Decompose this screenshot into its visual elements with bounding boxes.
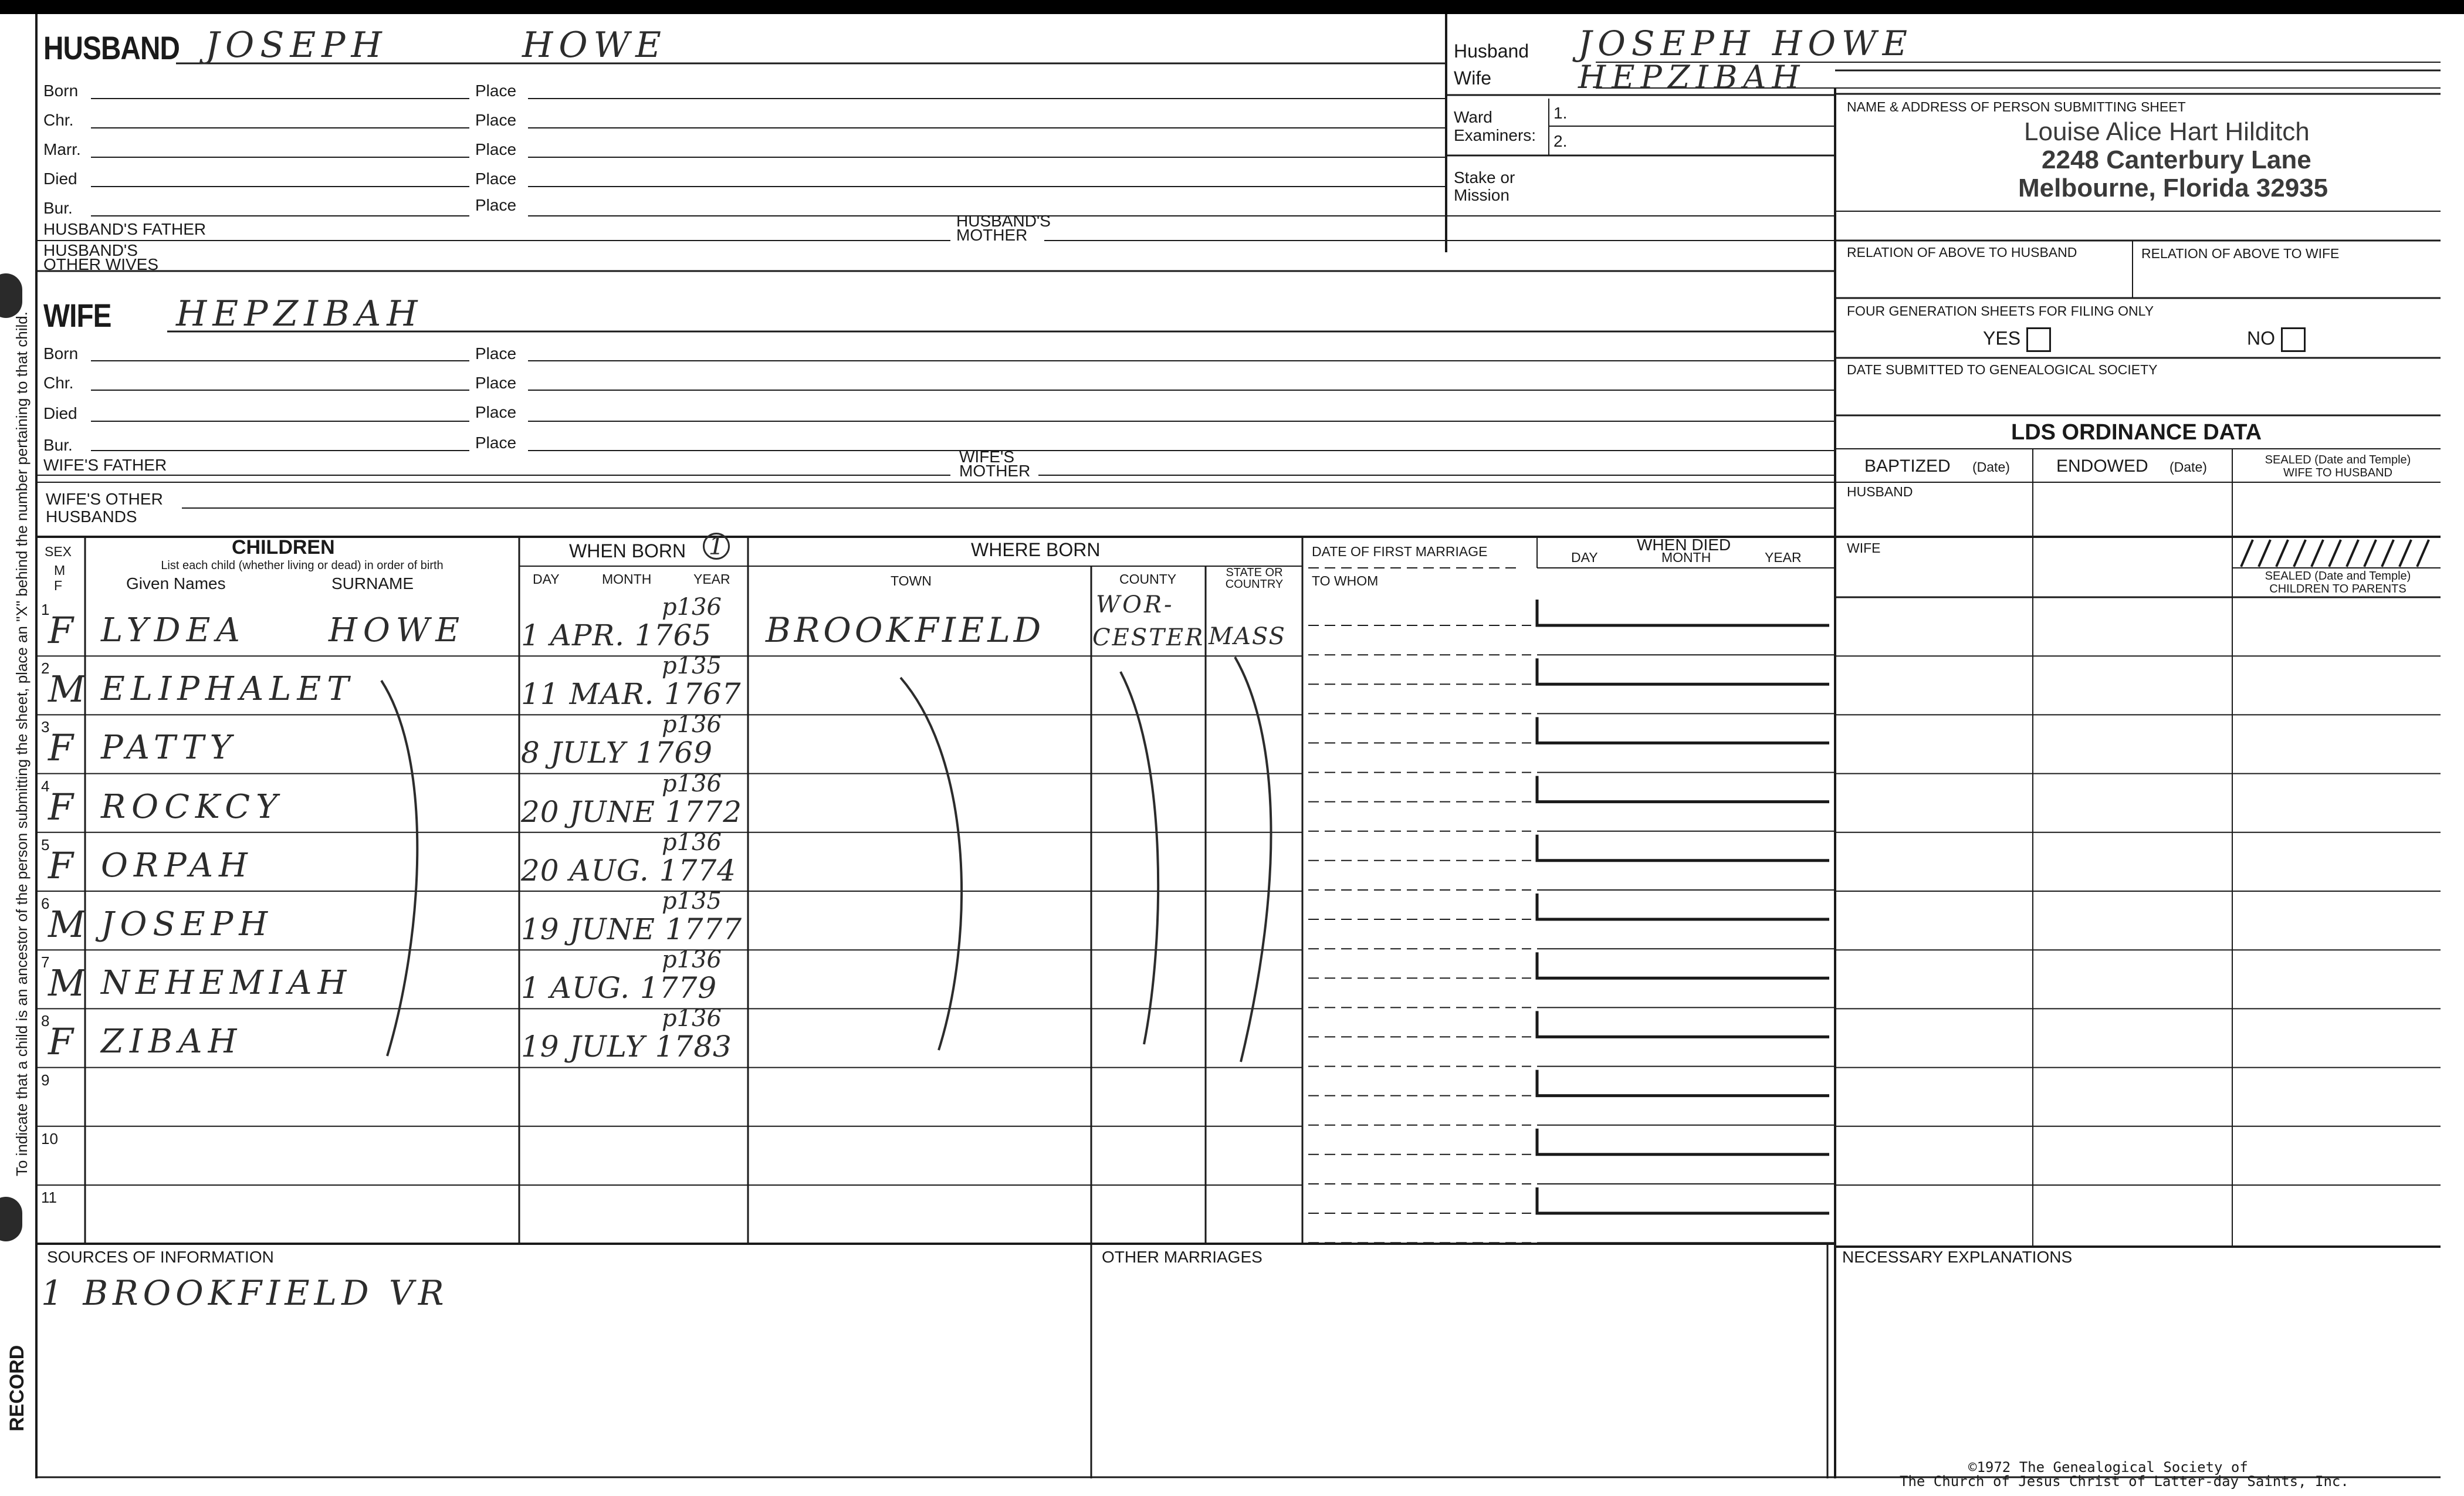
- to-whom-header: TO WHOM: [1312, 573, 1379, 588]
- no-option[interactable]: [2247, 327, 2306, 352]
- child-source-page: p136: [662, 946, 722, 974]
- husband-chr-place-label: Place: [475, 111, 517, 129]
- town-value: BROOKFIELD: [766, 610, 1045, 650]
- yes-label: YES: [1983, 327, 2021, 349]
- husbands-mother-label-2: MOTHER: [956, 226, 1028, 244]
- ditto-town: [901, 678, 962, 1050]
- husband-marr-label: Marr.: [43, 140, 81, 158]
- sex-f-header: F: [54, 578, 63, 593]
- lds-husband-label: HUSBAND: [1847, 484, 1913, 499]
- husband-died-label: Died: [43, 170, 77, 188]
- no-checkbox[interactable]: [2281, 327, 2306, 352]
- month-header: MONTH: [602, 571, 652, 587]
- child-birth-date: 20 AUG. 1774: [521, 853, 736, 888]
- right-wife-label: Wife: [1454, 67, 1491, 89]
- sex-m-header: M: [54, 563, 66, 578]
- right-husband-value: JOSEPH HOWE: [1578, 23, 1913, 63]
- first-marriage-header: DATE OF FIRST MARRIAGE: [1312, 544, 1488, 559]
- child-sex: M: [48, 668, 86, 711]
- copyright-line-1: ©1972 The Genealogical Society of: [1968, 1459, 2248, 1475]
- wife-bur-label: Bur.: [43, 436, 73, 454]
- county-header: COUNTY: [1119, 571, 1177, 587]
- relation-husband-label: RELATION OF ABOVE TO HUSBAND: [1847, 245, 2077, 260]
- sealed-children-label-1: SEALED (Date and Temple): [2265, 570, 2411, 583]
- necessary-explanations-label: NECESSARY EXPLANATIONS: [1842, 1248, 2073, 1266]
- when-born-source-mark: 1: [703, 533, 730, 560]
- ancestor-instruction: To indicate that a child is an ancestor of the person submitting the sheet, place an "X" behind the number pertaining to that child.: [13, 312, 31, 1176]
- other-marriages-label: OTHER MARRIAGES: [1102, 1248, 1263, 1266]
- wife-born-place-label: Place: [475, 344, 517, 363]
- right-wife-value: HEPZIBAH: [1578, 59, 1806, 96]
- sealed-wife-label-2: WIFE TO HUSBAND: [2283, 466, 2392, 479]
- state-value: MASS: [1209, 623, 1286, 650]
- state-header-2: COUNTRY: [1225, 578, 1284, 591]
- child-row-number: 8: [41, 1012, 50, 1030]
- county-value-1: WOR-: [1096, 591, 1175, 618]
- wife-chr-place-label: Place: [475, 374, 517, 392]
- lds-baptized-label: BAPTIZED: [1864, 456, 1951, 476]
- record-label: RECORD: [6, 1345, 28, 1431]
- child-birth-date: 19 JUNE 1777: [521, 912, 743, 946]
- died-day-header: DAY: [1571, 550, 1598, 565]
- right-husband-label: Husband: [1454, 40, 1529, 62]
- husbands-other-wives-label-1: HUSBAND'S: [43, 241, 138, 259]
- child-sex: F: [48, 1020, 74, 1064]
- husbands-mother-label-1: HUSBAND'S: [956, 212, 1051, 230]
- submitter-city: Melbourne, Florida 32935: [2018, 174, 2328, 202]
- submitter-label: NAME & ADDRESS OF PERSON SUBMITTING SHEET: [1847, 99, 2186, 114]
- wife-died-place-label: Place: [475, 403, 517, 421]
- child-row-number: 6: [41, 895, 50, 912]
- lds-title: LDS ORDINANCE DATA: [2011, 420, 2262, 445]
- year-header: YEAR: [693, 571, 730, 587]
- child-row-number: 9: [41, 1071, 50, 1089]
- husbands-other-wives-label-2: OTHER WIVES: [43, 255, 159, 273]
- submitter-name: Louise Alice Hart Hilditch: [2024, 117, 2310, 146]
- husband-chr-label: Chr.: [43, 111, 74, 129]
- state-header-1: STATE OR: [1226, 566, 1283, 579]
- wife-heading: WIFE: [43, 297, 111, 334]
- day-header: DAY: [533, 571, 560, 587]
- child-sex: F: [48, 609, 74, 652]
- ditto-county: [1121, 672, 1158, 1044]
- child-row-number: 7: [41, 953, 50, 972]
- child-given-name: JOSEPH: [101, 905, 274, 943]
- children-note: List each child (whether living or dead) in order of birth: [161, 559, 444, 572]
- when-died-header: WHEN DIED: [1637, 536, 1731, 554]
- ditto-surname: [381, 681, 417, 1056]
- died-month-header: MONTH: [1661, 550, 1711, 565]
- sources-label: SOURCES OF INFORMATION: [47, 1248, 274, 1266]
- child-source-page: p135: [662, 652, 722, 680]
- child-source-page: p136: [662, 1005, 722, 1033]
- child-row-number: 4: [41, 777, 50, 795]
- child-row-number: 5: [41, 835, 50, 854]
- wifes-other-husbands-label-2: HUSBANDS: [46, 507, 137, 526]
- no-label: NO: [2247, 327, 2275, 349]
- yes-checkbox[interactable]: [2026, 327, 2051, 352]
- wife-given-name: HEPZIBAH: [176, 293, 424, 334]
- child-birth-date: 1 APR. 1765: [521, 618, 712, 652]
- child-source-page: p135: [662, 888, 722, 915]
- child-given-name: LYDEA: [101, 611, 246, 649]
- child-given-name: NEHEMIAH: [101, 964, 353, 1003]
- date-submitted-label: DATE SUBMITTED TO GENEALOGICAL SOCIETY: [1847, 362, 2158, 377]
- sources-value: 1 BROOKFIELD VR: [41, 1273, 449, 1313]
- four-gen-label: FOUR GENERATION SHEETS FOR FILING ONLY: [1847, 303, 2154, 319]
- child-row-number: 1: [41, 601, 50, 618]
- where-born-header: WHERE BORN: [971, 539, 1101, 560]
- husband-given-name: JOSEPH: [205, 25, 388, 66]
- lds-baptized-date-label: (Date): [1972, 459, 2010, 475]
- child-given-name: ZIBAH: [101, 1023, 243, 1061]
- ward-label: Ward: [1454, 108, 1492, 126]
- sealed-wife-label-1: SEALED (Date and Temple): [2265, 453, 2411, 466]
- child-given-name: PATTY: [101, 729, 238, 767]
- child-given-name: ELIPHALET: [101, 670, 355, 709]
- child-sex: F: [48, 844, 74, 887]
- children-header: CHILDREN: [232, 536, 335, 559]
- child-source-page: p136: [662, 770, 722, 797]
- husband-bur-label: Bur.: [43, 199, 73, 217]
- child-birth-date: 19 JULY 1783: [521, 1030, 732, 1064]
- lds-endowed-date-label: (Date): [2169, 459, 2207, 475]
- child-birth-date: 1 AUG. 1779: [521, 971, 717, 1006]
- town-header: TOWN: [891, 573, 932, 588]
- child-birth-date: 8 JULY 1769: [521, 736, 713, 770]
- lds-wife-label: WIFE: [1847, 540, 1881, 556]
- sex-header: SEX: [45, 544, 72, 559]
- examiners-label: Examiners:: [1454, 126, 1536, 144]
- child-row-number: 3: [41, 718, 50, 736]
- child-row-number: 11: [41, 1189, 57, 1206]
- child-birth-date: 20 JUNE 1772: [521, 794, 743, 829]
- examiner-1-label: 1.: [1553, 104, 1568, 122]
- county-value-2: CESTER: [1092, 624, 1205, 651]
- child-surname: HOWE: [329, 611, 466, 649]
- wife-died-label: Died: [43, 404, 77, 422]
- child-given-name: ROCKCY: [101, 787, 284, 826]
- husbands-father-label: HUSBAND'S FATHER: [43, 220, 207, 238]
- when-born-header: WHEN BORN: [569, 540, 686, 561]
- wife-born-label: Born: [43, 344, 79, 363]
- wifes-mother-label-1: WIFE'S: [959, 448, 1015, 466]
- sealed-children-label-2: CHILDREN TO PARENTS: [2269, 583, 2407, 595]
- child-sex: M: [48, 962, 86, 1005]
- husband-born-label: Born: [43, 82, 79, 100]
- stake-label: Stake or: [1454, 168, 1515, 187]
- submitter-street: 2248 Canterbury Lane: [2042, 145, 2311, 174]
- given-names-header: Given Names: [126, 574, 226, 593]
- wifes-father-label: WIFE'S FATHER: [43, 456, 167, 474]
- child-birth-date: 11 MAR. 1767: [521, 677, 742, 712]
- child-source-page: p136: [662, 711, 722, 739]
- child-source-page: p136: [662, 828, 722, 856]
- died-year-header: YEAR: [1765, 550, 1802, 565]
- relation-wife-label: RELATION OF ABOVE TO WIFE: [2141, 246, 2340, 261]
- child-row-number: 2: [41, 659, 50, 678]
- child-sex: F: [48, 785, 74, 828]
- husband-died-place-label: Place: [475, 170, 517, 188]
- husband-bur-place-label: Place: [475, 196, 517, 214]
- ditto-state: [1235, 657, 1271, 1062]
- yes-option[interactable]: [1983, 327, 2051, 352]
- child-row-number: 10: [41, 1129, 58, 1148]
- lds-endowed-label: ENDOWED: [2056, 456, 2148, 476]
- copyright-line-2: The Church of Jesus Christ of Latter-day Saints, Inc.: [1900, 1473, 2349, 1490]
- child-sex: F: [48, 726, 74, 770]
- wifes-mother-label-2: MOTHER: [959, 462, 1031, 480]
- child-given-name: ORPAH: [101, 846, 253, 885]
- examiner-2-label: 2.: [1553, 132, 1568, 150]
- husband-born-place-label: Place: [475, 82, 517, 100]
- husband-surname: HOWE: [522, 25, 667, 66]
- mission-label: Mission: [1454, 186, 1509, 204]
- child-sex: M: [48, 903, 86, 946]
- wifes-other-husbands-label-1: WIFE'S OTHER: [46, 490, 163, 508]
- husband-marr-place-label: Place: [475, 140, 517, 158]
- wife-chr-label: Chr.: [43, 374, 74, 392]
- surname-header: SURNAME: [331, 574, 414, 593]
- husband-heading: HUSBAND: [43, 29, 180, 66]
- child-source-page: p136: [662, 594, 722, 621]
- wife-bur-place-label: Place: [475, 434, 517, 452]
